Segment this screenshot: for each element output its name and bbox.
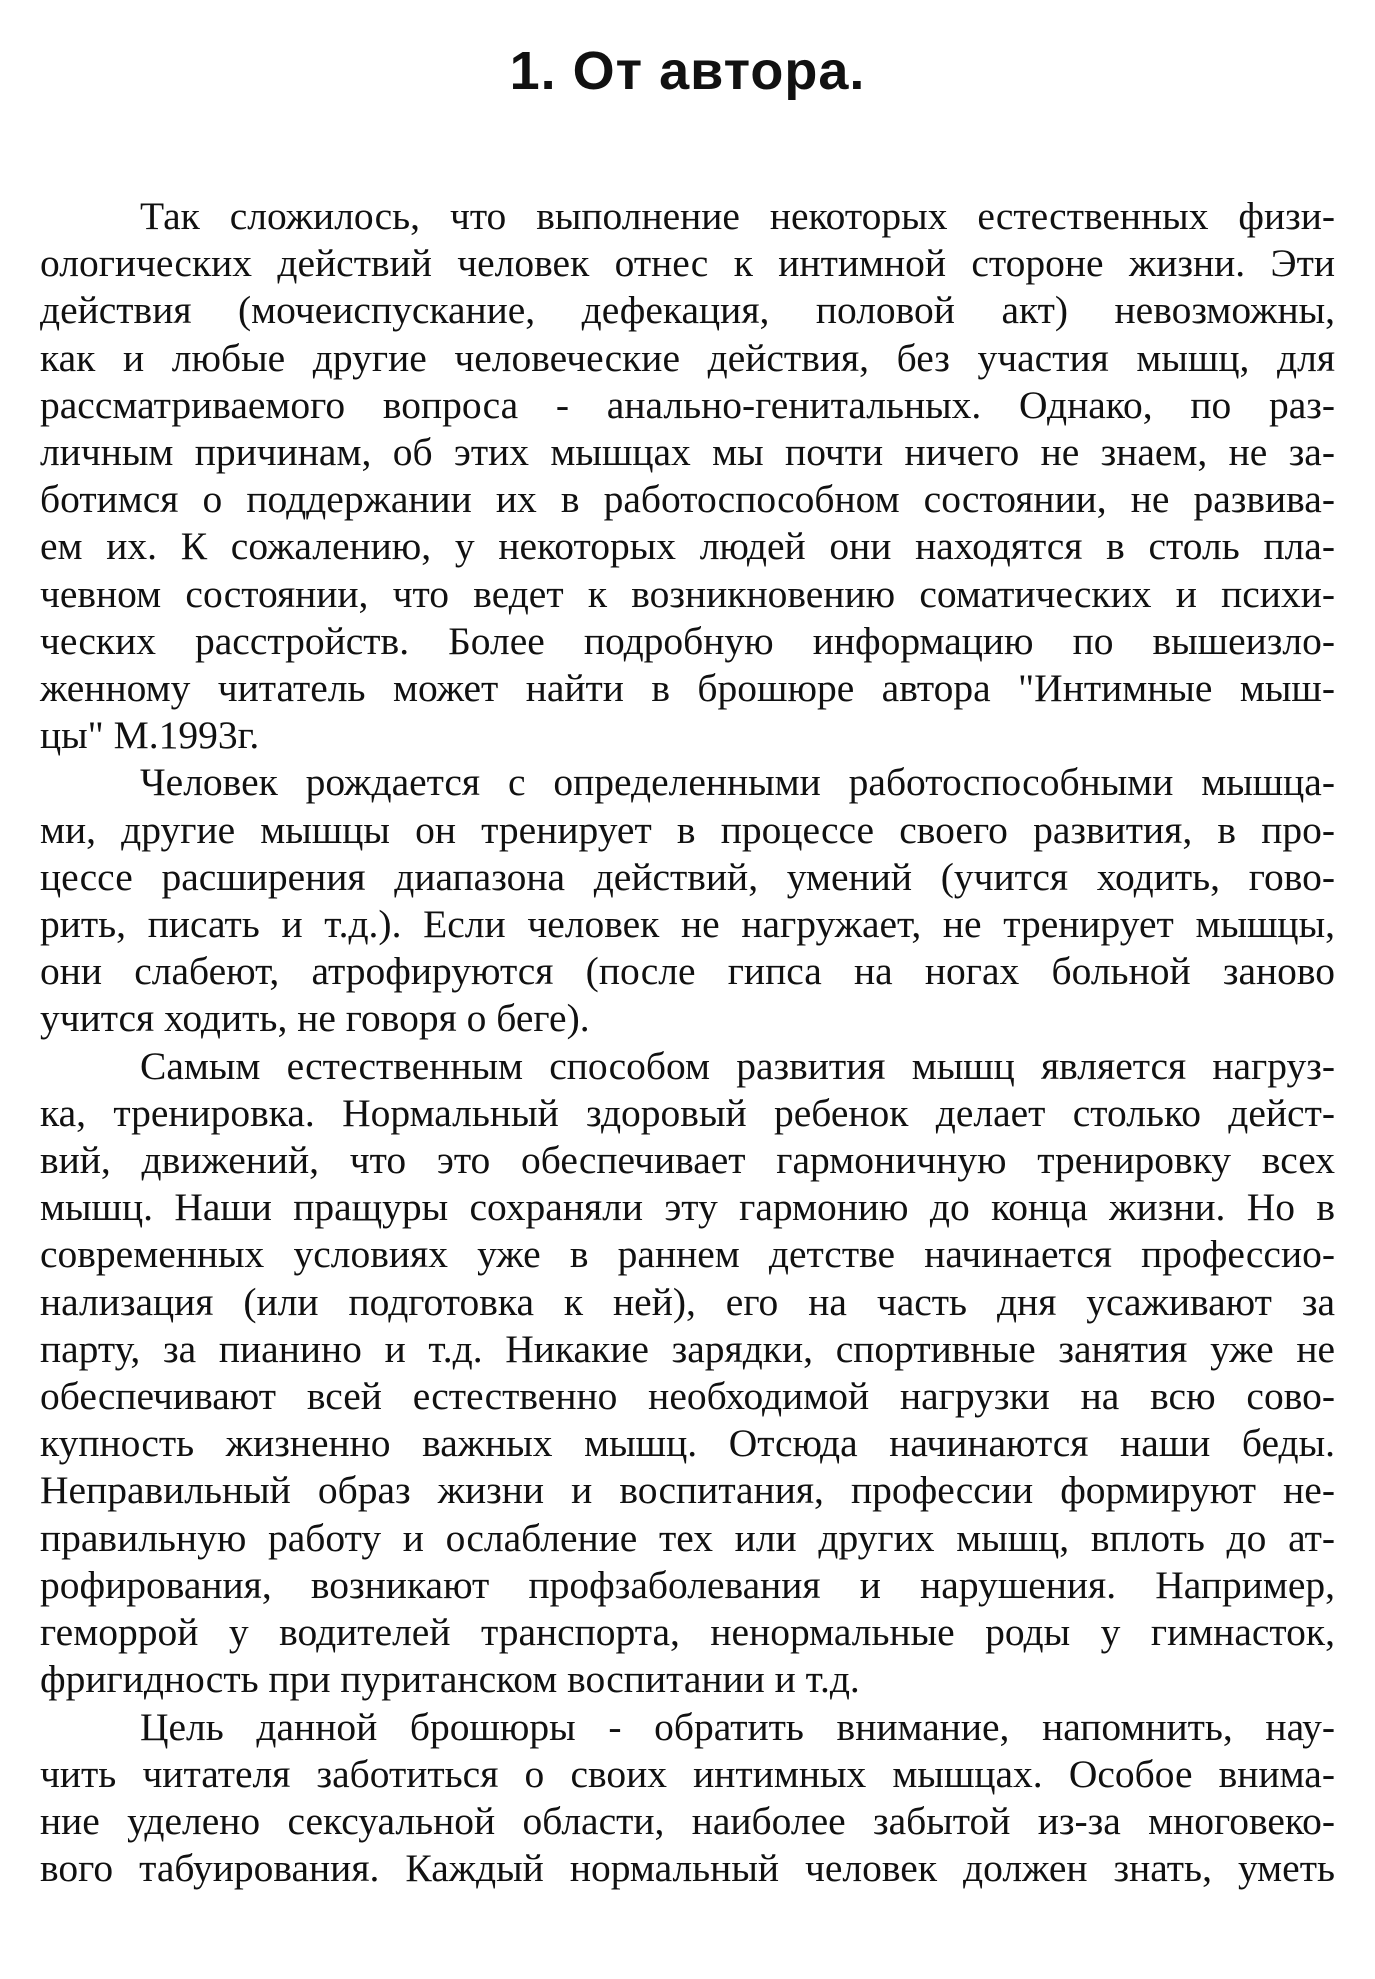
text-line: цы" М.1993г. <box>40 713 260 758</box>
text-line: Цель данной брошюры - обратить внимание, напомнить, нау- <box>140 1704 1335 1749</box>
text-line: Так сложилось, что выполнение некоторых естественных физи- <box>140 194 1335 238</box>
text-line: они слабеют, атрофируются (после гипса на ногах больной заново <box>40 949 1335 994</box>
text-line: фригидность при пуританском воспитании и т.д. <box>40 1657 860 1702</box>
text-line: парту, за пианино и т.д. Никакие зарядки, спортивные занятия уже не <box>40 1326 1335 1371</box>
body-text <box>40 193 1335 1892</box>
text-line: ми, другие мышцы он тренирует в процессе своего развития, в про- <box>40 807 1335 852</box>
paragraph-4 <box>40 1704 1335 1893</box>
text-line: рассматриваемого вопроса - анально-генитальных. Однако, по раз- <box>40 382 1335 427</box>
text-line: геморрой у водителей транспорта, ненормальные роды у гимнасток, <box>40 1610 1335 1655</box>
text-line: Самым естественным способом развития мышц является нагруз- <box>140 1043 1335 1088</box>
text-line: Человек рождается с определенными работоспособными мышца- <box>140 760 1335 805</box>
text-line: ние уделено сексуальной области, наиболее забытой из-за многовеко- <box>40 1798 1335 1843</box>
text-line: вого табуирования. Каждый нормальный человек должен знать, уметь <box>40 1846 1335 1891</box>
text-line: как и любые другие человеческие действия, без участия мышц, для <box>40 335 1335 380</box>
text-line: купность жизненно важных мышц. Отсюда начинаются наши беды. <box>40 1421 1335 1466</box>
page-title: 1. От автора. <box>509 41 866 101</box>
paragraph-1 <box>40 193 1335 759</box>
text-line: женному читатель может найти в брошюре автора "Интимные мыш- <box>40 666 1335 711</box>
text-line: ческих расстройств. Более подробную информацию по вышеизло- <box>40 618 1335 663</box>
text-line: рить, писать и т.д.). Если человек не нагружает, не тренирует мышцы, <box>40 902 1335 947</box>
text-line: действия (мочеиспускание, дефекация, половой акт) невозможны, <box>40 288 1335 333</box>
text-line: нализация (или подготовка к ней), его на часть дня усаживают за <box>40 1279 1335 1324</box>
text-line: ем их. К сожалению, у некоторых людей они находятся в столь пла- <box>40 524 1335 569</box>
text-line: ологических действий человек отнес к интимной стороне жизни. Эти <box>40 241 1335 286</box>
text-line: правильную работу и ослабление тех или других мышц, вплоть до ат- <box>40 1515 1335 1560</box>
paragraph-3 <box>40 1043 1335 1704</box>
text-line: чевном состоянии, что ведет к возникновению соматических и психи- <box>40 571 1335 616</box>
text-line: вий, движений, что это обеспечивает гармоничную тренировку всех <box>40 1138 1335 1183</box>
text-line: Неправильный образ жизни и воспитания, профессии формируют не- <box>40 1468 1335 1513</box>
text-line: обеспечивают всей естественно необходимой нагрузки на всю сово- <box>40 1374 1335 1419</box>
text-line: рофирования, возникают профзаболевания и нарушения. Например, <box>40 1562 1335 1607</box>
text-line: ботимся о поддержании их в работоспособном состоянии, не развива- <box>40 477 1335 522</box>
text-line: цессе расширения диапазона действий, умений (учится ходить, гово- <box>40 854 1335 899</box>
text-line: личным причинам, об этих мышцах мы почти ничего не знаем, не за- <box>40 430 1335 475</box>
text-line: учится ходить, не говоря о беге). <box>40 996 590 1041</box>
text-line: современных условиях уже в раннем детстве начинается профессио- <box>40 1232 1335 1277</box>
paragraph-2 <box>40 759 1335 1042</box>
text-line: ка, тренировка. Нормальный здоровый ребенок делает столько дейст- <box>40 1090 1335 1135</box>
text-line: мышц. Наши пращуры сохраняли эту гармонию до конца жизни. Но в <box>40 1185 1335 1230</box>
text-line: чить читателя заботиться о своих интимных мышцах. Особое внима- <box>40 1751 1335 1796</box>
